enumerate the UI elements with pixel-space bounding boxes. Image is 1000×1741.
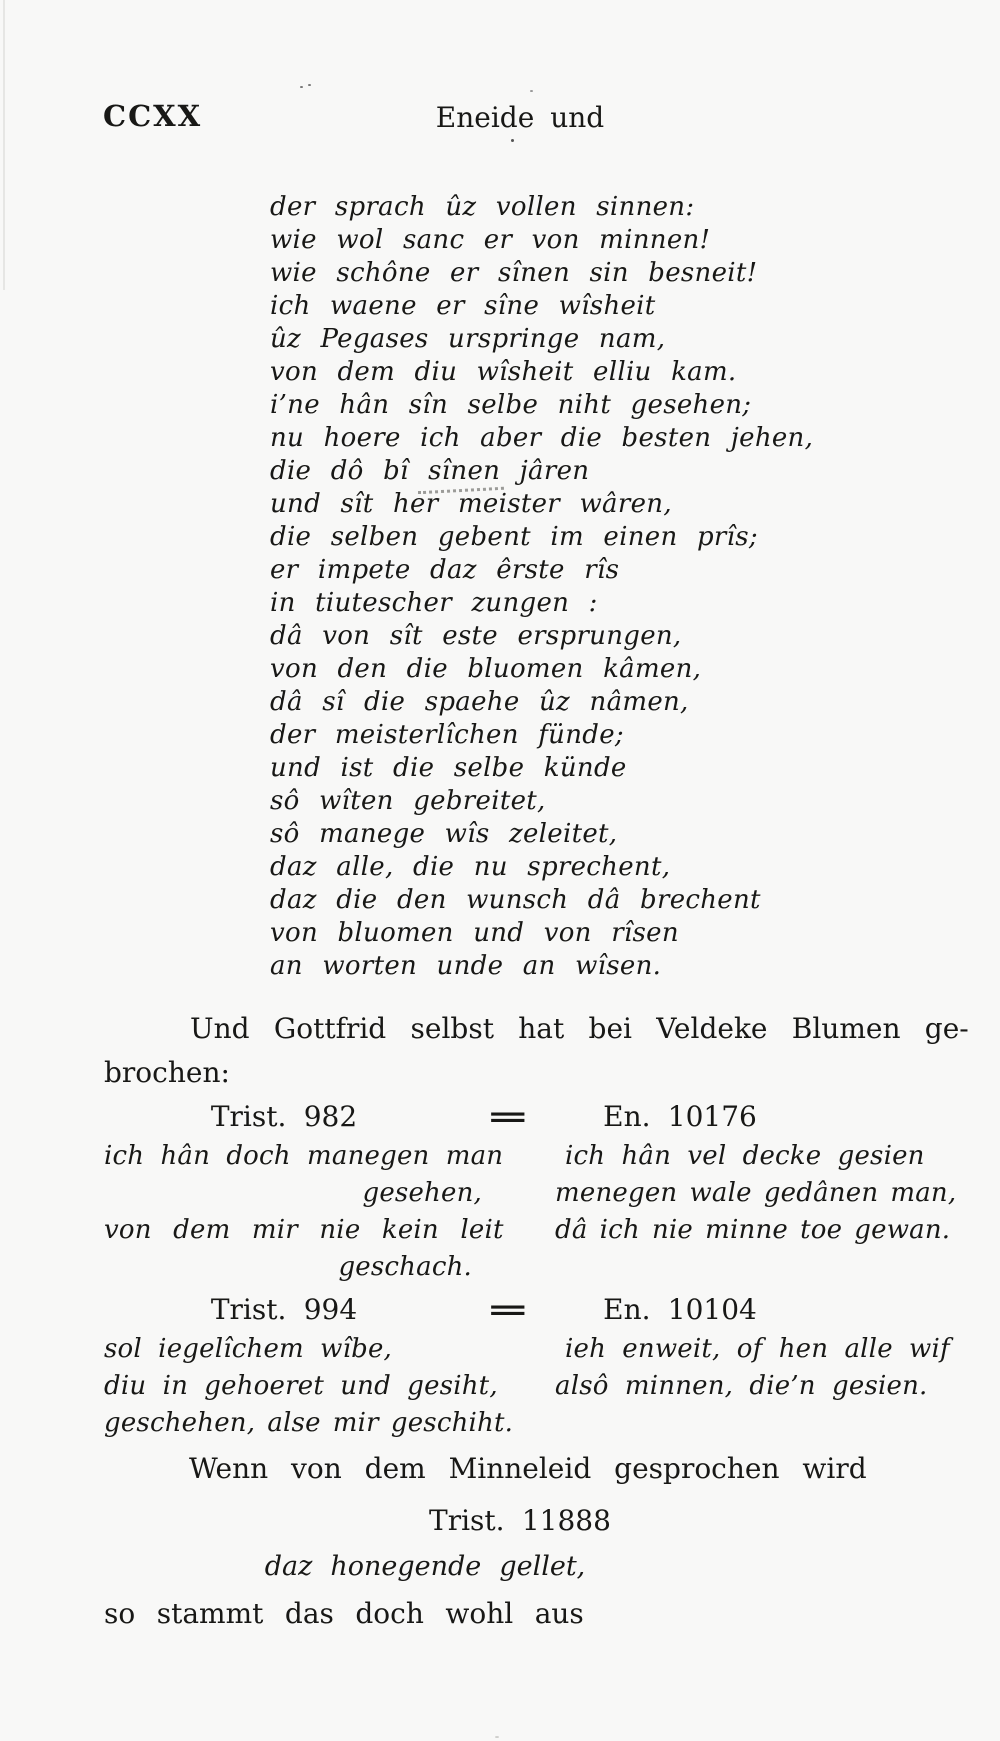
equals-glyph: = [485, 1293, 531, 1326]
poem-line: sô wîten gebreitet, [270, 786, 546, 816]
verse-line: menegen wale gedânen man, [555, 1178, 957, 1208]
verse-column-left [104, 1138, 504, 1286]
equals-sign [480, 1100, 536, 1133]
verse-line: geschach. [338, 1252, 472, 1282]
equals-glyph: = [485, 1100, 531, 1133]
poem-line: und ist die selbe künde [270, 753, 627, 783]
closing-reference: Trist. 11888 [429, 1504, 611, 1537]
closing-quote-line: daz honegende gellet, [264, 1551, 586, 1582]
poem-line: dâ von sît este ersprungen, [270, 621, 682, 651]
poem-line: daz die den wunsch dâ brechent [270, 885, 761, 915]
poem-line: daz alle, die nu sprechent, [270, 852, 671, 882]
comparison-ref-right: En. 10176 [603, 1100, 757, 1133]
running-title: Eneide und [435, 101, 605, 134]
poem-line: er impete daz êrste rîs [270, 555, 620, 585]
page-number: CCXX [103, 99, 203, 133]
scan-edge-shadow [3, 0, 5, 290]
verse-column-right [555, 1331, 950, 1405]
poem-line: an worten unde an wîsen. [270, 951, 662, 981]
scan-speck [495, 1736, 499, 1738]
paragraph-line: brochen: [104, 1056, 230, 1089]
verse-line: geschehen, alse mir geschiht. [104, 1408, 514, 1438]
verse-line: dâ ich nie minne toe gewan. [555, 1215, 951, 1245]
closing-sentence: so stammt das doch wohl aus [104, 1597, 584, 1630]
scan-speck [308, 84, 311, 86]
verse-line: sol iegelîchem wîbe, [104, 1334, 393, 1364]
verse-line: gesehen, [362, 1178, 482, 1208]
verse-line: diu in gehoeret und gesiht, [104, 1371, 498, 1401]
scan-speck [511, 139, 514, 142]
comparison-ref-left: Trist. 994 [210, 1293, 358, 1326]
comparison-ref-left: Trist. 982 [210, 1100, 358, 1133]
verse-line: alsô minnen, die’n gesien. [555, 1371, 928, 1401]
poem-line: dâ sî die spaehe ûz nâmen, [270, 687, 689, 717]
verse-line: ich hân doch manegen man [104, 1141, 504, 1171]
poem-line: von bluomen und von rîsen [270, 918, 679, 948]
comparison-ref-right: En. 10104 [603, 1293, 757, 1326]
verse-line: ich hân vel decke gesien [565, 1141, 925, 1171]
poem-line: von den die bluomen kâmen, [270, 654, 702, 684]
poem-line: der meisterlîchen fünde; [270, 720, 624, 750]
scan-speck [300, 86, 303, 88]
verse-column-right [555, 1138, 957, 1249]
verse-line: ieh enweit, of hen alle wif [565, 1334, 950, 1364]
equals-sign [480, 1293, 536, 1326]
verse-line: von dem mir nie kein leit [104, 1215, 504, 1245]
poem-line: ûz Pegases urspringe nam, [270, 324, 666, 354]
poem-line: wie schône er sînen sin besneit! [270, 258, 758, 288]
paragraph-line: Und Gottfrid selbst hat bei Veldeke Blumen ge- [190, 1012, 969, 1045]
poem-line: nu hoere ich aber die besten jehen, [270, 423, 814, 453]
poem-line: von dem diu wîsheit elliu kam. [270, 357, 737, 387]
scan-speck [530, 90, 533, 92]
poem-line: i’ne hân sîn selbe niht gesehen; [270, 390, 752, 420]
verse-column-left [104, 1331, 514, 1442]
closing-sentence: Wenn von dem Minneleid gesprochen wird [189, 1452, 867, 1485]
poem-line: wie wol sanc er von minnen! [270, 225, 711, 255]
poem-line: in tiutescher zungen : [270, 588, 598, 618]
poem-line: der sprach ûz vollen sinnen: [270, 192, 695, 222]
poem-line: die dô bî sînen jâren [270, 456, 590, 486]
poem-line: die selben gebent im einen prîs; [270, 522, 758, 552]
poem-quotation [270, 191, 830, 983]
poem-line: sô manege wîs zeleitet, [270, 819, 618, 849]
poem-line: ich waene er sîne wîsheit [270, 291, 656, 321]
poem-line: und sît her meister wâren, [270, 489, 672, 519]
